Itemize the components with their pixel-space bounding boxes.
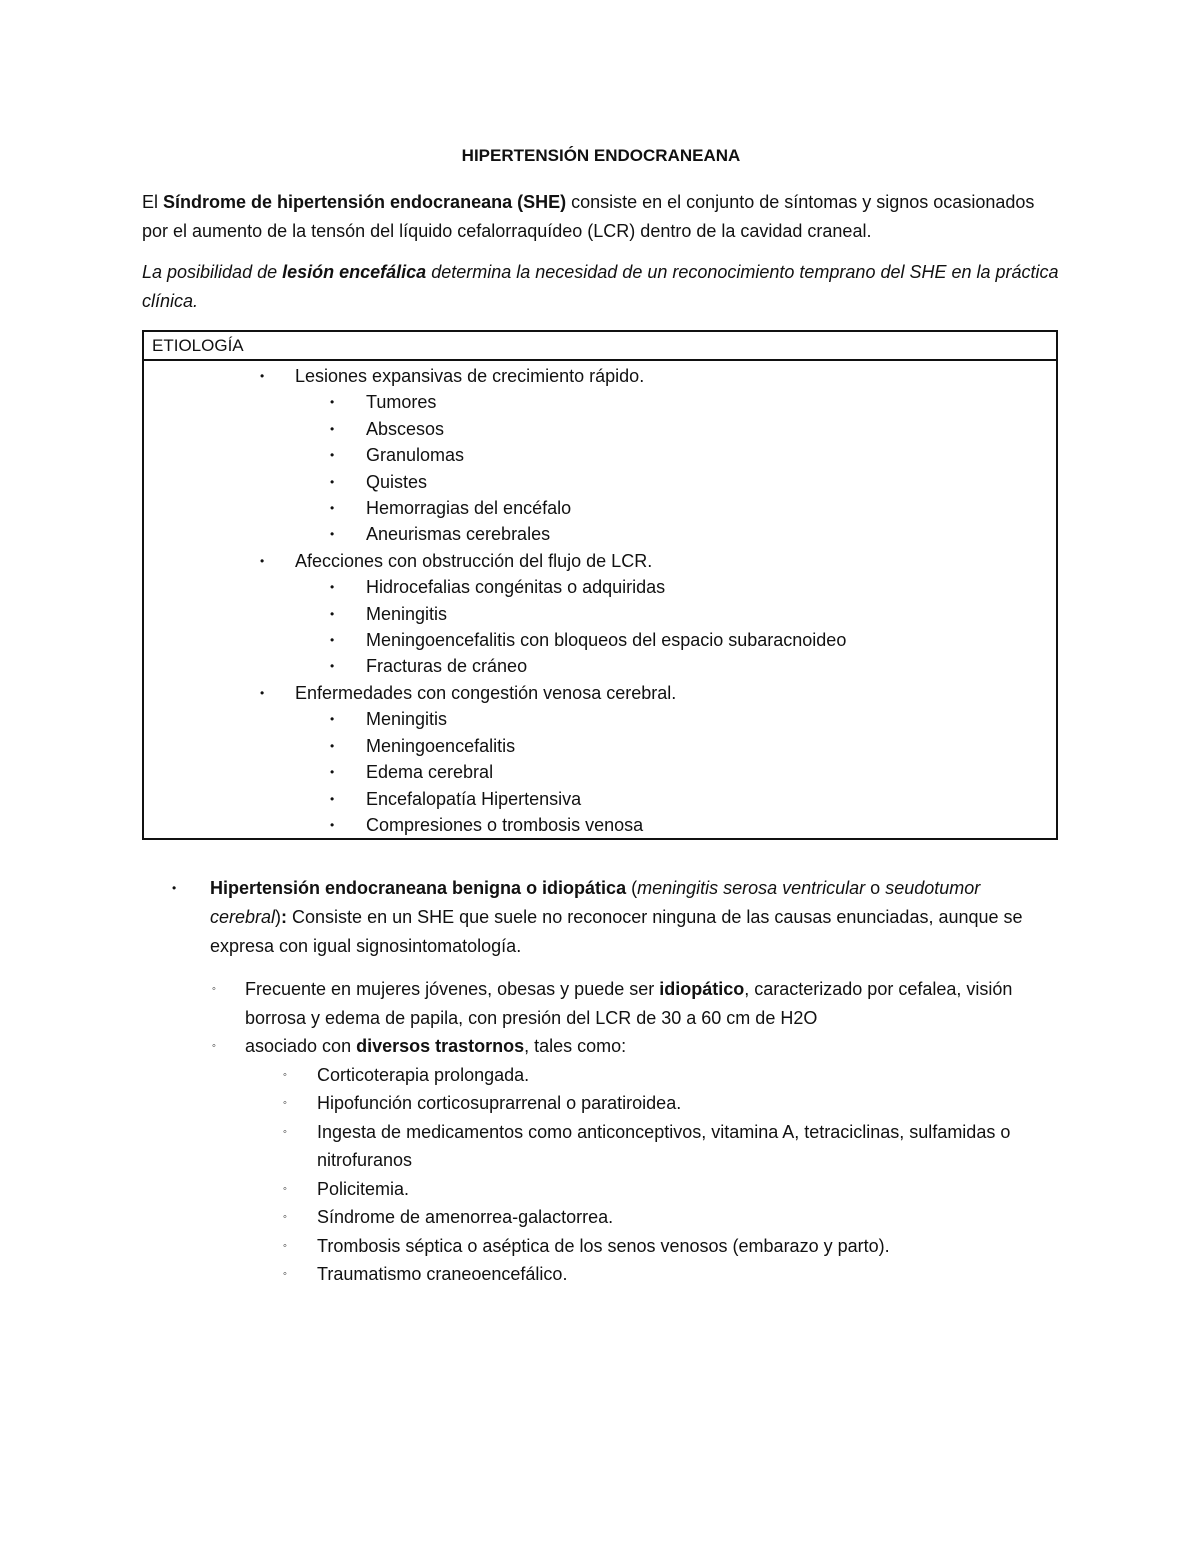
circle-bullet-icon: ◦ [212,983,216,995]
bullet-icon: • [260,369,265,383]
circle-bullet-icon: ◦ [283,1211,287,1223]
etiology-item: • Hidrocefalias congénitas o adquiridas [144,574,1056,600]
bullet-icon: • [330,421,335,436]
etiology-item: • Granulomas [144,442,1056,468]
etiology-table-body [144,361,1056,838]
etiology-item: • Hemorragias del encéfalo [144,495,1056,521]
benign-sub-item: ◦ asociado con diversos trastornos, tales como: [142,1032,1060,1061]
bullet-icon: • [330,395,335,410]
bullet-icon: • [330,501,335,516]
etiology-group: • Lesiones expansivas de crecimiento rápido. [144,363,1056,389]
cause-item: ◦ Policitemia. [142,1175,1060,1204]
intro-italic-paragraph: La posibilidad de lesión encefálica determina la necesidad de un reconocimiento temprano del SHE en la práctica clínica. [142,262,1059,311]
etiology-item: • Meningoencefalitis [144,733,1056,759]
document-page [142,146,1060,1284]
etiology-item: • Encefalopatía Hipertensiva [144,786,1056,812]
etiology-item: • Aneurismas cerebrales [144,521,1056,547]
etiology-item: • Meningitis [144,706,1056,732]
bullet-icon: • [330,580,335,595]
etiology-item: • Fracturas de cráneo [144,653,1056,679]
etiology-item: • Tumores [144,389,1056,415]
etiology-table-header: ETIOLOGÍA [144,332,1056,361]
bullet-icon: • [172,881,177,895]
benign-sub-item: ◦ Frecuente en mujeres jóvenes, obesas y puede ser idiopático, caracterizado por cefalea, visión borrosa y edema de papila, con presión del LCR de 30 a 60 cm de H2O [142,975,1060,1032]
cause-item: ◦ Corticoterapia prolongada. [142,1061,1060,1090]
bullet-icon: • [260,685,265,700]
etiology-item: • Quistes [144,469,1056,495]
etiology-table [142,330,1058,840]
circle-bullet-icon: ◦ [283,1068,287,1081]
etiology-item: • Meningitis [144,601,1056,627]
cause-item: ◦ Traumatismo craneoencefálico. [142,1260,1060,1289]
etiology-item: • Edema cerebral [144,759,1056,785]
intro-paragraph: El Síndrome de hipertensión endocraneana (SHE) consiste en el conjunto de síntomas y signos ocasionados por el aumento de la tensón del líquido cefalorraquídeo (LCR) dentro de la cavidad craneal. [142,192,1035,241]
cause-item: ◦ Hipofunción corticosuprarrenal o paratiroidea. [142,1089,1060,1118]
etiology-group: • Enfermedades con congestión venosa cerebral. [144,680,1056,706]
etiology-group: • Afecciones con obstrucción del flujo de LCR. [144,548,1056,574]
bullet-icon: • [330,474,335,489]
benign-sub-list [142,975,1060,1289]
bullet-icon: • [330,606,335,621]
bullet-icon: • [330,765,335,780]
circle-bullet-icon: ◦ [283,1268,287,1280]
etiology-item: • Compresiones o trombosis venosa [144,812,1056,838]
bullet-icon: • [330,738,335,753]
cause-item: ◦ Síndrome de amenorrea-galactorrea. [142,1203,1060,1232]
bullet-icon: • [330,712,335,727]
bullet-icon: • [330,527,335,542]
bullet-icon: • [330,817,335,832]
circle-bullet-icon: ◦ [212,1040,216,1052]
circle-bullet-icon: ◦ [283,1125,287,1138]
etiology-item: • Abscesos [144,416,1056,442]
benign-section [142,874,1060,1289]
circle-bullet-icon: ◦ [283,1239,287,1252]
benign-definition: • Hipertensión endocraneana benigna o idiopática (meningitis serosa ventricular o seudotumor cerebral): Consiste en un SHE que suele no reconocer ninguna de las causas enunciadas, aunque se expresa con igual signosintomatología. [142,874,1060,961]
cause-item: ◦ Trombosis séptica o aséptica de los senos venosos (embarazo y parto). [142,1232,1060,1261]
circle-bullet-icon: ◦ [283,1097,287,1109]
circle-bullet-icon: ◦ [283,1182,287,1195]
bullet-icon: • [330,659,335,674]
page-title: HIPERTENSIÓN ENDOCRANEANA [461,146,741,165]
bullet-icon: • [330,791,335,806]
bullet-icon: • [330,448,335,463]
cause-item: ◦ Ingesta de medicamentos como anticonceptivos, vitamina A, tetraciclinas, sulfamidas o nitrofuranos [142,1118,1060,1175]
bullet-icon: • [260,553,265,568]
bullet-icon: • [330,633,335,648]
etiology-item: • Meningoencefalitis con bloqueos del espacio subaracnoideo [144,627,1056,653]
